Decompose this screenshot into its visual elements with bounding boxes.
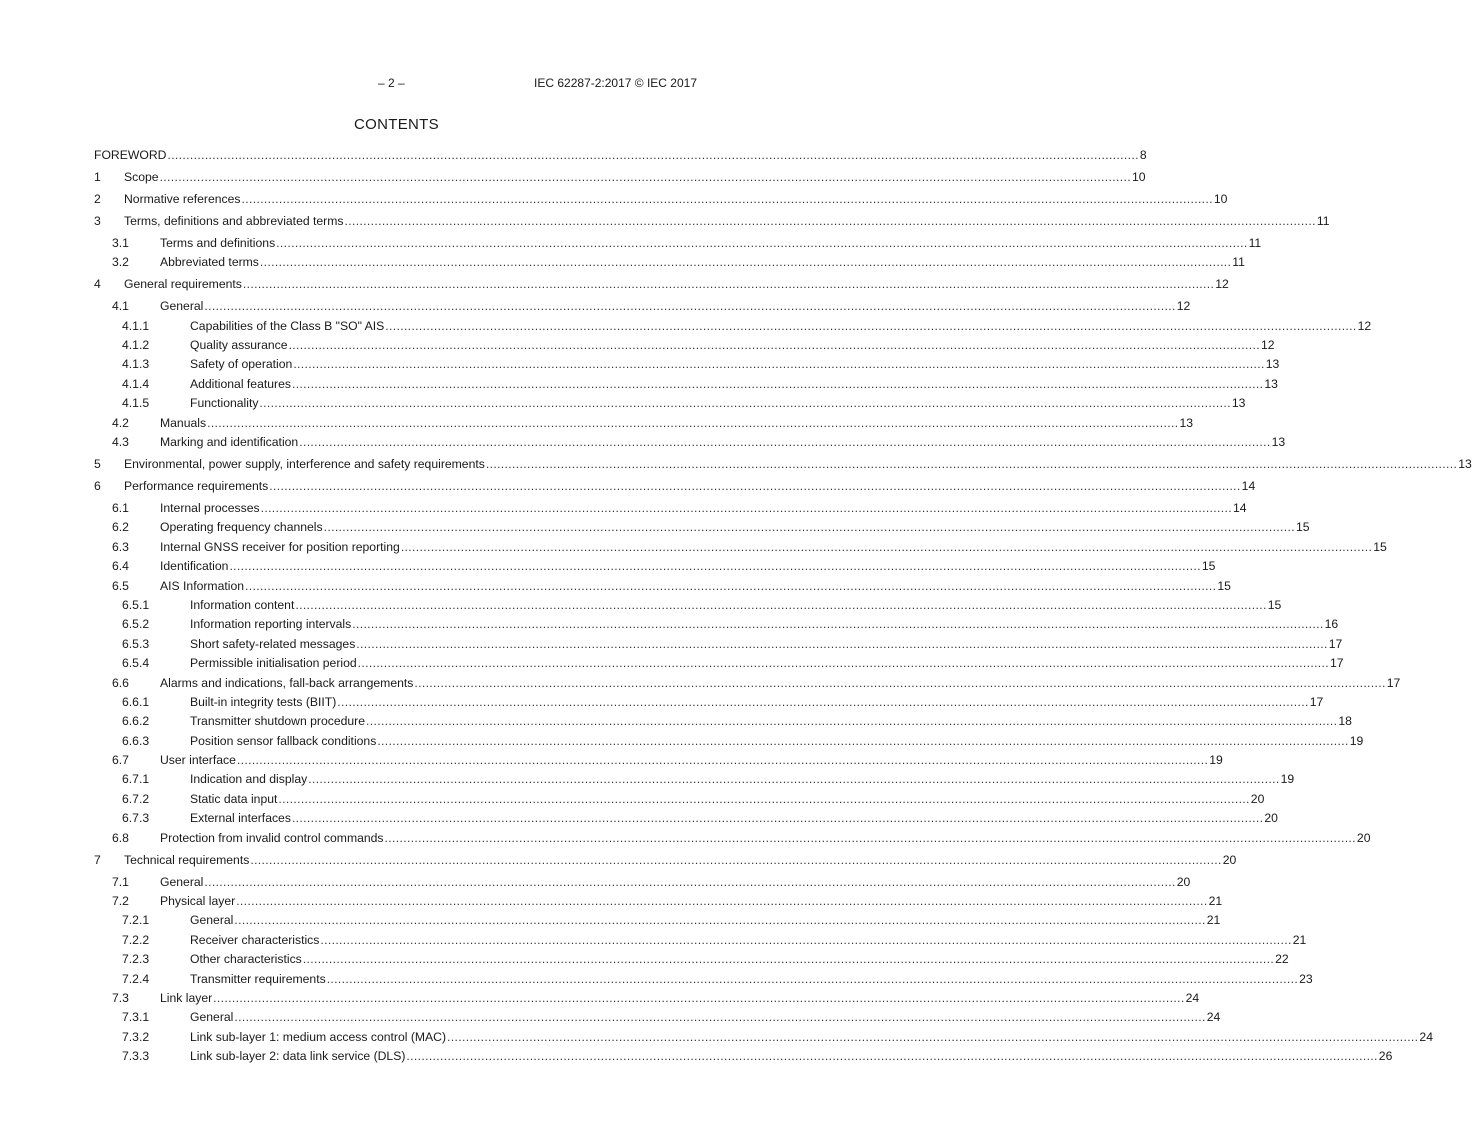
dot-leader: .................................................................................................................................................................................................................................................................... [269, 479, 1241, 493]
toc-entry-title: Permissible initialisation period [190, 656, 357, 671]
toc-entry-page: 21 [1208, 893, 1223, 908]
toc-entry-line [124, 275, 1229, 294]
toc-entry-line [190, 596, 1282, 615]
toc-entry[interactable] [94, 557, 1216, 576]
toc-entry-line [190, 809, 1278, 828]
toc-entry-number: 7.2.4 [122, 971, 150, 986]
toc-entry[interactable] [94, 234, 1262, 253]
toc-entry-line [190, 336, 1275, 355]
dot-leader: .................................................................................................................................................................................................................................................................... [356, 636, 1328, 651]
toc-entry[interactable] [94, 297, 1191, 316]
toc-entry-page: 24 [1185, 990, 1200, 1005]
toc-entry-line [190, 394, 1246, 413]
toc-entry-title: Indication and display [190, 772, 308, 787]
toc-entry[interactable] [94, 455, 1472, 474]
toc-entry-title: Abbreviated terms [160, 255, 259, 270]
dot-leader: .................................................................................................................................................................................................................................................................... [229, 559, 1201, 574]
toc-entry-page: 15 [1201, 559, 1216, 574]
toc-entry-title: Position sensor fallback conditions [190, 733, 377, 748]
toc-entry-number: 6.5.4 [122, 656, 150, 671]
toc-entry-title: Internal GNSS receiver for position reporting [160, 539, 400, 554]
dot-leader: .................................................................................................................................................................................................................................................................... [288, 338, 1260, 353]
toc-entry-page: 13 [1458, 457, 1472, 472]
toc-entry-number: 6.8 [112, 830, 129, 845]
toc-entry-number: 6.5.2 [122, 617, 150, 632]
toc-entry-page: 17 [1330, 656, 1344, 671]
toc-entry-title: Normative references [124, 191, 241, 206]
toc-entry-title: Identification [160, 559, 229, 574]
toc-entry[interactable] [94, 190, 1228, 209]
toc-entry-line [160, 253, 1245, 272]
dot-leader: .................................................................................................................................................................................................................................................................... [385, 318, 1357, 333]
toc-entry-page: 15 [1296, 520, 1310, 535]
toc-entry-line [190, 693, 1324, 712]
toc-entry-title: Performance requirements [124, 479, 269, 493]
page-number: – 2 – [378, 76, 405, 90]
toc-entry-title: General requirements [124, 277, 242, 292]
toc-entry-page: 20 [1356, 830, 1371, 845]
toc-entry-number: 7.3.1 [122, 1010, 150, 1025]
toc-entry-page: 10 [1213, 191, 1228, 206]
toc-entry-line [190, 911, 1221, 930]
toc-entry-number: 3 [94, 213, 101, 228]
toc-entry-title: Information reporting intervals [190, 617, 352, 632]
dot-leader: .................................................................................................................................................................................................................................................................... [337, 694, 1309, 709]
toc-entry-title: Receiver characteristics [190, 932, 320, 947]
toc-entry-line [160, 674, 1401, 693]
toc-entry-number: 6.3 [112, 539, 129, 554]
toc-entry-number: 6.7.2 [122, 791, 150, 806]
toc-entry[interactable] [94, 635, 1343, 654]
dot-leader: .................................................................................................................................................................................................................................................................... [167, 148, 1139, 162]
toc-entry-page: 8 [1139, 148, 1147, 162]
toc-entry[interactable] [94, 873, 1191, 892]
toc-entry-page: 24 [1206, 1010, 1221, 1025]
toc-entry-line [160, 518, 1310, 537]
toc-entry[interactable] [94, 146, 1147, 165]
toc-entry-line [190, 654, 1344, 673]
toc-entry-number: 7.3.3 [122, 1049, 150, 1064]
toc-entry-title: Technical requirements [124, 852, 250, 867]
toc-entry-line [160, 433, 1286, 452]
toc-entry-page: 17 [1309, 694, 1324, 709]
toc-entry-number: 7.1 [112, 874, 129, 889]
dot-leader: .................................................................................................................................................................................................................................................................... [241, 191, 1213, 206]
toc-entry-page: 15 [1267, 597, 1282, 612]
toc-entry-title: Functionality [190, 396, 259, 411]
toc-entry-number: 2 [94, 191, 101, 206]
dot-leader: .................................................................................................................................................................................................................................................................... [236, 893, 1208, 908]
toc-entry-number: 5 [94, 457, 101, 472]
toc-entry-page: 19 [1280, 772, 1295, 787]
toc-entry-title: Manuals [160, 415, 207, 430]
toc-entry-line [190, 1028, 1433, 1047]
toc-entry-page: 11 [1248, 235, 1262, 250]
toc-entry[interactable] [94, 336, 1275, 355]
toc-entry-number: 6.5.3 [122, 636, 150, 651]
toc-entry-title: Built-in integrity tests (BIIT) [190, 694, 337, 709]
dot-leader: .................................................................................................................................................................................................................................................................... [291, 376, 1264, 391]
toc-entry-title: AIS Information [160, 578, 244, 593]
toc-entry-line [124, 477, 1256, 496]
toc-entry-number: 4.1.1 [122, 318, 150, 333]
toc-entry-page: 12 [1357, 318, 1372, 333]
toc-entry-page: 20 [1264, 811, 1278, 826]
toc-entry[interactable] [94, 499, 1247, 518]
toc-entry-number: 4.2 [112, 415, 129, 430]
toc-entry-number: 7.2.1 [122, 913, 150, 928]
toc-entry-title: Static data input [190, 791, 278, 806]
toc-entry-page: 24 [1419, 1029, 1433, 1044]
toc-entry-number: 6.7.3 [122, 811, 150, 826]
toc-entry-line [190, 1047, 1393, 1066]
toc-entry-page: 19 [1209, 753, 1223, 768]
dot-leader: .................................................................................................................................................................................................................................................................... [291, 811, 1264, 826]
toc-entry[interactable] [94, 1008, 1221, 1027]
toc-entry-number: 4.1.5 [122, 396, 150, 411]
toc-entry[interactable] [94, 931, 1307, 950]
toc-entry-page: 12 [1176, 299, 1191, 314]
toc-entry-number: 3.2 [112, 255, 129, 270]
toc-entry-number: 6.6.3 [122, 733, 150, 748]
toc-entry-title: Internal processes [160, 500, 260, 515]
toc-entry-line [190, 317, 1372, 336]
toc-entry-number: 6.7 [112, 753, 129, 768]
toc-entry[interactable] [94, 394, 1246, 413]
toc-entry[interactable] [94, 477, 1256, 496]
toc-entry-title: Information content [190, 597, 295, 612]
toc-entry-line [190, 950, 1289, 969]
toc-entry[interactable] [94, 911, 1221, 930]
toc-entry-line [190, 770, 1295, 789]
toc-entry-title: Environmental, power supply, interference and safety requirements [124, 457, 485, 472]
toc-entry-title: Terms, definitions and abbreviated terms [124, 213, 344, 228]
toc-entry-page: 15 [1217, 578, 1231, 593]
toc-entry[interactable] [94, 732, 1364, 751]
dot-leader: .................................................................................................................................................................................................................................................................... [278, 791, 1250, 806]
toc-entry-title: Capabilities of the Class B "SO" AIS [190, 318, 385, 333]
toc-entry-title: Operating frequency channels [160, 520, 323, 535]
toc-entry-number: 7.3 [112, 990, 129, 1005]
toc-entry-title: Other characteristics [190, 952, 302, 967]
toc-entry-title: Marking and identification [160, 435, 299, 450]
toc-entry-page: 18 [1338, 714, 1352, 729]
page-title: CONTENTS [354, 116, 439, 133]
toc-entry-line [124, 455, 1472, 474]
toc-entry-page: 20 [1176, 874, 1191, 889]
dot-leader: .................................................................................................................................................................................................................................................................... [250, 852, 1222, 867]
toc-entry[interactable] [94, 355, 1280, 374]
dot-leader: .................................................................................................................................................................................................................................................................... [299, 435, 1271, 450]
toc-entry-number: 7.3.2 [122, 1029, 150, 1044]
toc-entry[interactable] [94, 596, 1282, 615]
dot-leader: .................................................................................................................................................................................................................................................................... [308, 772, 1280, 787]
toc-entry-number: 1 [94, 169, 101, 184]
toc-entry-page: 23 [1299, 971, 1313, 986]
toc-entry-title: General [190, 1010, 234, 1025]
dot-leader: .................................................................................................................................................................................................................................................................... [302, 952, 1275, 967]
toc-entry[interactable] [94, 168, 1146, 187]
toc-entry-line [160, 751, 1223, 770]
toc-entry-line [160, 873, 1191, 892]
toc-entry-number: 6.6.2 [122, 714, 150, 729]
toc-entry[interactable] [94, 538, 1387, 557]
toc-entry-line [190, 931, 1307, 950]
toc-entry-number: 4 [94, 277, 101, 292]
toc-entry-number: 7.2.3 [122, 952, 150, 967]
toc-entry-number: 3.1 [112, 235, 129, 250]
toc-entry-line [190, 355, 1280, 374]
toc-entry-title: Link layer [160, 990, 213, 1005]
dot-leader: .................................................................................................................................................................................................................................................................... [357, 656, 1330, 671]
toc-entry-title: General [190, 913, 234, 928]
toc-entry-title: Transmitter requirements [190, 971, 326, 986]
toc-entry-line [160, 892, 1223, 911]
toc-entry-line [160, 557, 1216, 576]
toc-entry-page: 12 [1215, 277, 1229, 292]
toc-entry-line [160, 499, 1247, 518]
toc-entry-line [160, 989, 1200, 1008]
toc-entry-page: 13 [1265, 357, 1280, 372]
toc-entry-line [160, 414, 1194, 433]
toc-entry-page: 22 [1275, 952, 1289, 967]
toc-entry[interactable] [94, 375, 1278, 394]
toc-entry-line [160, 577, 1231, 596]
toc-entry[interactable] [94, 712, 1352, 731]
toc-entry-line [124, 212, 1330, 231]
dot-leader: .................................................................................................................................................................................................................................................................... [377, 733, 1349, 748]
toc-entry-title: Link sub-layer 1: medium access control (MAC) [190, 1029, 447, 1044]
toc-entry[interactable] [94, 693, 1324, 712]
toc-entry-line [190, 970, 1313, 989]
dot-leader: .................................................................................................................................................................................................................................................................... [207, 415, 1179, 430]
toc-entry-title: General [160, 874, 204, 889]
dot-leader: .................................................................................................................................................................................................................................................................... [400, 539, 1373, 554]
dot-leader: .................................................................................................................................................................................................................................................................... [159, 169, 1131, 184]
toc-entry-page: 21 [1292, 932, 1307, 947]
toc-entry-number: 6.4 [112, 559, 129, 574]
toc-entry[interactable] [94, 577, 1231, 596]
toc-entry-page: 17 [1328, 636, 1343, 651]
toc-entry[interactable] [94, 950, 1289, 969]
toc-entry-page: 14 [1232, 500, 1247, 515]
dot-leader: .................................................................................................................................................................................................................................................................... [384, 830, 1356, 845]
toc-entry-title: Transmitter shutdown procedure [190, 714, 365, 729]
dot-leader: .................................................................................................................................................................................................................................................................... [293, 357, 1265, 372]
toc-entry-page: 13 [1179, 415, 1194, 430]
dot-leader: .................................................................................................................................................................................................................................................................... [236, 753, 1209, 768]
dot-leader: .................................................................................................................................................................................................................................................................... [213, 990, 1185, 1005]
toc-entry-page: 13 [1264, 376, 1278, 391]
toc-entry-number: 6.7.1 [122, 772, 150, 787]
toc-entry[interactable] [94, 414, 1194, 433]
dot-leader: .................................................................................................................................................................................................................................................................... [259, 396, 1231, 411]
toc-entry[interactable] [94, 809, 1278, 828]
toc-entry-title: Scope [124, 169, 159, 184]
toc-entry-title: Link sub-layer 2: data link service (DLS) [190, 1049, 406, 1064]
toc-entry-line [190, 712, 1352, 731]
dot-leader: .................................................................................................................................................................................................................................................................... [276, 235, 1248, 250]
toc-entry[interactable] [94, 829, 1371, 848]
toc-entry-line [190, 615, 1339, 634]
toc-entry[interactable] [94, 892, 1223, 911]
document-id: IEC 62287-2:2017 © IEC 2017 [534, 76, 697, 90]
toc-entry-number: 6.6.1 [122, 694, 150, 709]
toc-entry-number: 4.1.3 [122, 357, 150, 372]
toc-entry-title: User interface [160, 753, 236, 768]
toc-entry-title: Protection from invalid control commands [160, 830, 384, 845]
toc-entry-number: 4.1.4 [122, 376, 150, 391]
toc-entry-page: 14 [1241, 479, 1256, 493]
toc-entry-line [124, 190, 1228, 209]
toc-entry[interactable] [94, 1028, 1433, 1047]
toc-entry-number: 7.2 [112, 893, 129, 908]
toc-entry-number: 6.1 [112, 500, 129, 515]
toc-entry-page: 20 [1222, 852, 1237, 867]
toc-entry[interactable] [94, 770, 1295, 789]
toc-entry-line [160, 297, 1191, 316]
dot-leader: .................................................................................................................................................................................................................................................................... [260, 500, 1232, 515]
toc-entry[interactable] [94, 654, 1344, 673]
toc-entry-page: 20 [1250, 791, 1265, 806]
toc-entry-page: 11 [1232, 255, 1245, 270]
toc-entry-title: Additional features [190, 376, 291, 391]
dot-leader: .................................................................................................................................................................................................................................................................... [295, 597, 1267, 612]
dot-leader: .................................................................................................................................................................................................................................................................... [242, 277, 1215, 292]
toc-entry-number: 4.1 [112, 299, 129, 314]
toc-entry-page: 16 [1324, 617, 1339, 632]
toc-entry-line [160, 538, 1387, 557]
toc-entry-title: General [160, 299, 204, 314]
toc-entry-line [94, 146, 1147, 165]
dot-leader: .................................................................................................................................................................................................................................................................... [447, 1029, 1419, 1044]
toc-entry-title: Alarms and indications, fall-back arrangements [160, 675, 414, 690]
toc-entry[interactable] [94, 674, 1401, 693]
dot-leader: .................................................................................................................................................................................................................................................................... [366, 714, 1338, 729]
toc-entry-line [124, 168, 1146, 187]
toc-entry[interactable] [94, 317, 1372, 336]
toc-entry-line [190, 375, 1278, 394]
toc-entry-number: 4.3 [112, 435, 129, 450]
toc-entry-number: 6.6 [112, 675, 129, 690]
toc-entry-page: 21 [1206, 913, 1221, 928]
toc-entry[interactable] [94, 790, 1265, 809]
toc-entry[interactable] [94, 212, 1330, 231]
toc-entry[interactable] [94, 851, 1237, 870]
toc-entry[interactable] [94, 989, 1200, 1008]
dot-leader: .................................................................................................................................................................................................................................................................... [204, 874, 1176, 889]
toc-entry-line [124, 851, 1237, 870]
dot-leader: .................................................................................................................................................................................................................................................................... [414, 675, 1386, 690]
toc-entry-title: Safety of operation [190, 357, 293, 372]
toc-entry-number: 4.1.2 [122, 338, 150, 353]
toc-entry[interactable] [94, 433, 1286, 452]
toc-entry[interactable] [94, 253, 1245, 272]
dot-leader: .................................................................................................................................................................................................................................................................... [259, 255, 1232, 270]
toc-entry-page: 13 [1271, 435, 1286, 450]
toc-entry-page: 26 [1378, 1049, 1393, 1064]
toc-entry-title: Quality assurance [190, 338, 288, 353]
dot-leader: .................................................................................................................................................................................................................................................................... [323, 520, 1295, 535]
toc-entry-page: 17 [1386, 675, 1401, 690]
toc-entry-page: 10 [1131, 169, 1146, 184]
toc-entry-page: 11 [1316, 213, 1330, 228]
dot-leader: .................................................................................................................................................................................................................................................................... [234, 913, 1206, 928]
toc-entry-line [160, 234, 1262, 253]
toc-entry-number: 6.5.1 [122, 597, 150, 612]
dot-leader: .................................................................................................................................................................................................................................................................... [234, 1010, 1206, 1025]
toc-entry[interactable] [94, 970, 1313, 989]
toc-entry-title: External interfaces [190, 811, 291, 826]
toc-entry-page: 15 [1373, 539, 1387, 554]
dot-leader: .................................................................................................................................................................................................................................................................... [326, 971, 1299, 986]
dot-leader: .................................................................................................................................................................................................................................................................... [406, 1049, 1378, 1064]
toc-entry-line [190, 790, 1265, 809]
dot-leader: .................................................................................................................................................................................................................................................................... [204, 299, 1176, 314]
toc-entry-number: 7.2.2 [122, 932, 150, 947]
dot-leader: .................................................................................................................................................................................................................................................................... [485, 457, 1458, 472]
toc-entry-title: Terms and definitions [160, 235, 276, 250]
table-of-contents [94, 146, 1472, 1067]
toc-entry-page: 12 [1260, 338, 1275, 353]
page-header [0, 76, 793, 92]
toc-entry-title: Physical layer [160, 893, 236, 908]
toc-entry-line [190, 732, 1364, 751]
toc-entry-number: 6.2 [112, 520, 129, 535]
dot-leader: .................................................................................................................................................................................................................................................................... [344, 213, 1316, 228]
toc-entry-number: 6.5 [112, 578, 129, 593]
toc-entry[interactable] [94, 518, 1310, 537]
toc-entry-number: 7 [94, 852, 101, 867]
dot-leader: .................................................................................................................................................................................................................................................................... [245, 578, 1217, 593]
toc-entry-line [190, 1008, 1221, 1027]
toc-entry-number: 6 [94, 479, 101, 493]
toc-entry-page: 13 [1231, 396, 1246, 411]
toc-entry-title: FOREWORD [94, 148, 167, 162]
toc-entry[interactable] [94, 275, 1229, 294]
toc-entry-line [190, 635, 1343, 654]
toc-entry[interactable] [94, 751, 1223, 770]
toc-entry-title: Short safety-related messages [190, 636, 356, 651]
toc-entry-line [160, 829, 1371, 848]
dot-leader: .................................................................................................................................................................................................................................................................... [352, 617, 1324, 632]
dot-leader: .................................................................................................................................................................................................................................................................... [320, 932, 1292, 947]
toc-entry-page: 19 [1349, 733, 1364, 748]
toc-entry[interactable] [94, 615, 1339, 634]
toc-entry[interactable] [94, 1047, 1393, 1066]
